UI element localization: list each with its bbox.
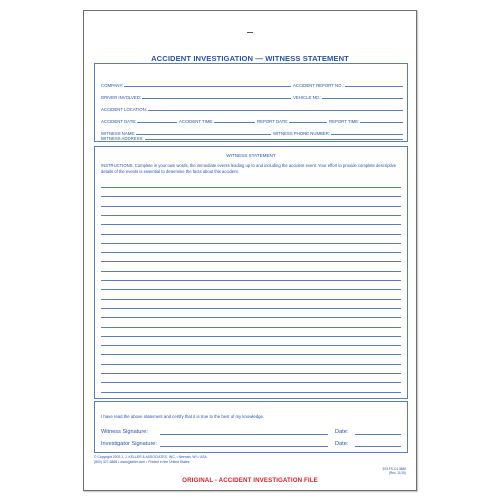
statement-line[interactable] xyxy=(101,308,401,309)
statement-line[interactable] xyxy=(101,261,401,262)
statement-line[interactable] xyxy=(101,392,401,393)
witness-address-label: WITNESS ADDRESS: xyxy=(101,136,144,141)
statement-line[interactable] xyxy=(101,206,401,207)
company-field[interactable] xyxy=(101,78,291,88)
report-date-field[interactable] xyxy=(257,114,327,124)
vehicle-no-field[interactable] xyxy=(293,90,403,100)
driver-involved-field[interactable] xyxy=(101,90,291,100)
witness-signature-row xyxy=(101,427,401,436)
report-time-label: REPORT TIME: xyxy=(329,119,360,124)
form-sheet xyxy=(83,10,417,491)
footer-copy-label: ORIGINAL - ACCIDENT INVESTIGATION FILE xyxy=(182,477,318,484)
instructions-text: INSTRUCTIONS: Complete in your own words, the immediate events leading up to and including the accident event. Your effort to provide complete descriptive details of the events is essential to determine the facts about this accident. xyxy=(101,163,397,174)
investigator-signature-row xyxy=(101,439,401,448)
accident-time-label: ACCIDENT TIME: xyxy=(179,119,214,124)
statement-line[interactable] xyxy=(101,280,401,281)
accident-date-field[interactable] xyxy=(101,114,177,124)
statement-line[interactable] xyxy=(101,224,401,225)
witness-date-line[interactable] xyxy=(355,434,401,435)
report-date-label: REPORT DATE: xyxy=(257,119,289,124)
investigator-date-line[interactable] xyxy=(355,446,401,447)
copyright-notice xyxy=(94,455,207,464)
statement-line[interactable] xyxy=(101,289,401,290)
form-number-line-2: (Rev. 11/15) xyxy=(388,471,406,476)
accident-report-no-label: ACCIDENT REPORT NO.: xyxy=(293,83,344,88)
witness-signature-label: Witness Signature: xyxy=(101,429,148,435)
driver-involved-label: DRIVER INVOLVED: xyxy=(101,95,142,100)
statement-line[interactable] xyxy=(101,382,401,383)
statement-line[interactable] xyxy=(101,364,401,365)
vehicle-no-label: VEHICLE NO.: xyxy=(293,95,322,100)
statement-line[interactable] xyxy=(101,317,401,318)
statement-line[interactable] xyxy=(101,271,401,272)
witness-phone-label: WITNESS PHONE NUMBER: xyxy=(273,131,331,136)
statement-line[interactable] xyxy=(101,187,401,188)
statement-line[interactable] xyxy=(101,345,401,346)
statement-line[interactable] xyxy=(101,299,401,300)
statement-line[interactable] xyxy=(101,336,401,337)
statement-line[interactable] xyxy=(101,252,401,253)
witness-date-label: Date: xyxy=(335,429,349,435)
company-label: COMPANY: xyxy=(101,83,124,88)
witness-statement-title: WITNESS STATEMENT xyxy=(226,153,276,158)
witness-address-field[interactable] xyxy=(101,131,403,141)
certification-text: I have read the above statement and certify that it is true to the best of my knowledge. xyxy=(101,414,265,419)
statement-line[interactable] xyxy=(101,215,401,216)
copyright-line-1: © Copyright 2003 J. J. KELLER & ASSOCIATES, INC. • Neenah, WI • USA xyxy=(94,455,207,459)
statement-line[interactable] xyxy=(101,373,401,374)
report-time-field[interactable] xyxy=(329,114,403,124)
witness-statement-section xyxy=(94,146,408,399)
accident-location-field[interactable] xyxy=(101,102,403,112)
investigator-signature-label: Investigator Signature: xyxy=(101,441,157,447)
statement-line[interactable] xyxy=(101,354,401,355)
top-mark xyxy=(247,32,253,33)
witness-name-label: WITNESS NAME: xyxy=(101,131,136,136)
copyright-line-2: (800) 327-6868 • www.jjkeller.com • Printed in the United States xyxy=(94,459,190,464)
statement-line[interactable] xyxy=(101,234,401,235)
certification-section xyxy=(94,401,408,453)
statement-line[interactable] xyxy=(101,196,401,197)
witness-signature-line[interactable] xyxy=(160,434,328,435)
investigator-date-label: Date: xyxy=(335,441,349,447)
accident-time-field[interactable] xyxy=(179,114,255,124)
accident-report-no-field[interactable] xyxy=(293,78,403,88)
statement-line[interactable] xyxy=(101,243,401,244)
witness-address-row xyxy=(94,130,408,142)
accident-date-label: ACCIDENT DATE: xyxy=(101,119,137,124)
form-title: ACCIDENT INVESTIGATION — WITNESS STATEMENT xyxy=(151,54,349,63)
form-number-line-1: 303-FS-C4 3886 xyxy=(382,467,406,471)
investigator-signature-line[interactable] xyxy=(160,446,328,447)
form-number xyxy=(382,467,406,476)
statement-line[interactable] xyxy=(101,327,401,328)
accident-location-label: ACCIDENT LOCATION: xyxy=(101,107,147,112)
